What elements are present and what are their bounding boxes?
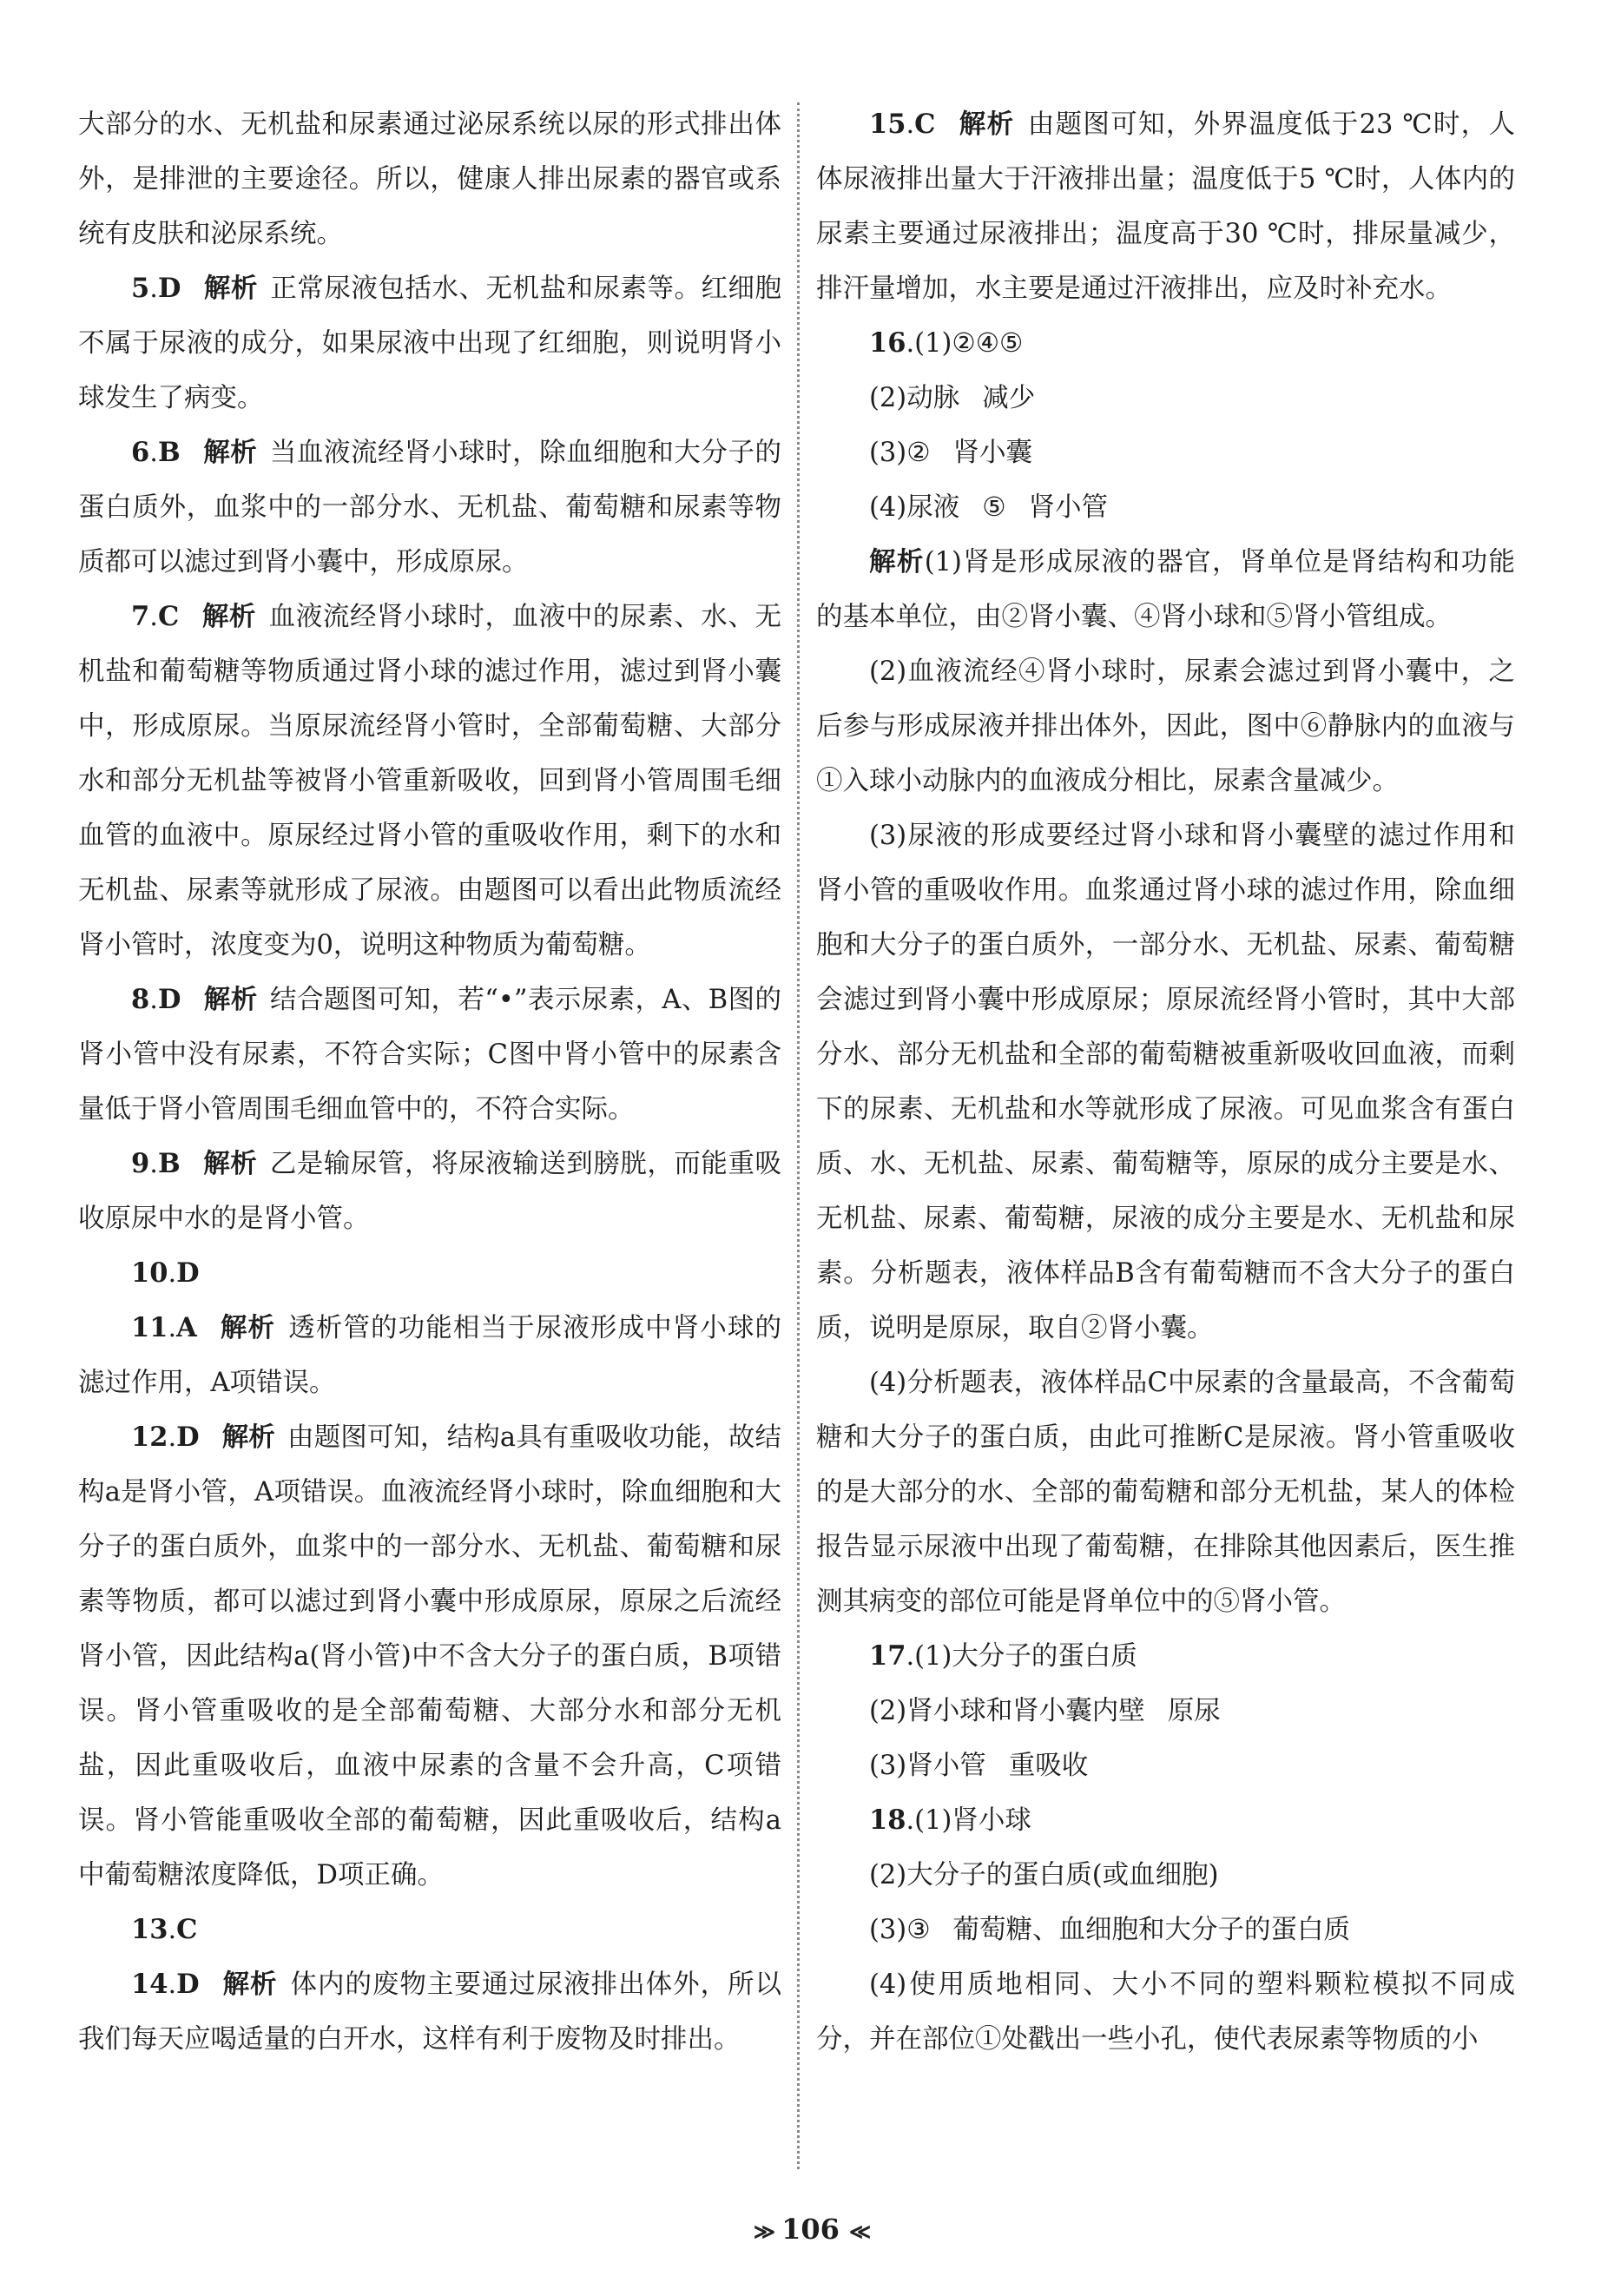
- answer-item: 6.B 解析 当血液流经肾小球时，除血细胞和大分子的蛋白质外，血浆中的一部分水、无机盐、葡萄糖和尿素等物质都可以滤过到肾小囊中，形成原尿。: [78, 437, 782, 577]
- sub-answer-part: 减少: [982, 383, 1036, 413]
- sub-answer: [816, 371, 1515, 426]
- analysis-label: 解析: [203, 984, 258, 1015]
- answer-letter: D: [176, 1422, 200, 1453]
- question-number: 11: [131, 1312, 168, 1343]
- sub-answer: [816, 1684, 1515, 1738]
- sub-answer-part: (3)肾小管: [869, 1751, 986, 1781]
- answer-text: 血液流经肾小球时，血液中的尿素、水、无机盐和葡萄糖等物质通过肾小球的滤过作用，滤过到肾小囊中，形成原尿。当原尿流经肾小管时，全部葡萄糖、大部分水和部分无机盐等被肾小管重新吸收，回到肾小管周围毛细血管的血液中。原尿经过肾小管的重吸收作用，剩下的水和无机盐、尿素等就形成了尿液。由题图可以看出此物质流经肾小管时，浓度变为0，说明这种物质为葡萄糖。: [78, 602, 782, 960]
- sub-answer-part: 原尿: [1167, 1696, 1221, 1726]
- question-number: 9: [131, 1148, 150, 1179]
- explanation-paragraph: (4)分析题表，液体样品C中尿素的含量最高，不含葡萄糖和大分子的蛋白质，由此可推断C是尿液。肾小管重吸收的是大部分的水、全部的葡萄糖和部分无机盐，某人的体检报告显示尿液中出现了葡萄糖，在排除其他因素后，医生推测其病变的部位可能是肾单位中的⑤肾小管。: [816, 1368, 1515, 1617]
- answer-letter: C: [157, 601, 180, 632]
- answer-text: (1)②④⑤: [914, 328, 1024, 359]
- answer-text: 体内的废物主要通过尿液排出体外，所以我们每天应喝适量的白开水，这样有利于废物及时排出。: [78, 1969, 782, 2055]
- sub-answer-part: (2)大分子的蛋白质(或血细胞): [869, 1860, 1219, 1890]
- question-number: 15: [869, 109, 906, 140]
- question-number: 7: [131, 601, 150, 632]
- answer-item: 18.(1)肾小球: [869, 1804, 1031, 1836]
- sub-answer-part: 肾小囊: [952, 438, 1033, 468]
- answer-text: 乙是输尿管，将尿液输送到膀胱，而能重吸收原尿中水的是肾小管。: [78, 1149, 782, 1234]
- paragraph: 大部分的水、无机盐和尿素通过泌尿系统以尿的形式排出体外，是排泄的主要途径。所以，健康人排出尿素的器官或系统有皮肤和泌尿系统。: [78, 109, 781, 249]
- sub-answer-part: 重吸收: [1008, 1751, 1089, 1781]
- question-number: 17: [869, 1640, 906, 1672]
- answer-text: 正常尿液包括水、无机盐和尿素等。红细胞不属于尿液的成分，如果尿液中出现了红细胞，则说明肾小球发生了病变。: [78, 274, 781, 413]
- analysis-label: 解析: [221, 1969, 278, 2000]
- sub-answer-part: ⑤: [982, 492, 1006, 523]
- answer-letter: D: [157, 984, 181, 1015]
- answer-letter: B: [157, 1148, 181, 1179]
- answer-text: (1)大分子的蛋白质: [914, 1641, 1137, 1672]
- analysis-label: 解析: [203, 273, 258, 304]
- question-number: 14: [131, 1969, 168, 2000]
- answer-letter: D: [157, 273, 181, 304]
- answer-text: 透析管的功能相当于尿液形成中肾小球的滤过作用，A项错误。: [78, 1313, 782, 1398]
- answer-item: 8.D 解析 结合题图可知，若“•”表示尿素，A、B图的肾小管中没有尿素，不符合实际；C图中肾小管中的尿素含量低于肾小管周围毛细血管中的，不符合实际。: [78, 984, 781, 1125]
- answer-letter: C: [176, 1914, 198, 1945]
- question-number: 18: [869, 1804, 906, 1836]
- sub-answer: [816, 1848, 1515, 1903]
- answer-text: 当血液流经肾小球时，除血细胞和大分子的蛋白质外，血浆中的一部分水、无机盐、葡萄糖和尿素等物质都可以滤过到肾小囊中，形成原尿。: [78, 438, 782, 577]
- answer-item: 9.B 解析 乙是输尿管，将尿液输送到膀胱，而能重吸收原尿中水的是肾小管。: [78, 1148, 782, 1234]
- explanation-text: (1)肾是形成尿液的器官，肾单位是肾结构和功能的基本单位，由②肾小囊、④肾小球和⑤肾小管组成。: [816, 547, 1516, 632]
- sub-answer-part: 肾小管: [1028, 492, 1109, 523]
- answer-item: 12.D 解析 由题图可知，结构a具有重吸收功能，故结构a是肾小管，A项错误。血液流经肾小球时，除血细胞和大分子的蛋白质外，血浆中的一部分水、无机盐、葡萄糖和尿素等物质，都可以滤过到肾小囊中形成原尿，原尿之后流经肾小管，因此结构a(肾小管)中不含大分子的蛋白质，B项错误。肾小管重吸收的是全部葡萄糖、大部分水和部分无机盐，因此重吸收后，血液中尿素的含量不会升高，C项错误。肾小管能重吸收全部的葡萄糖，因此重吸收后，结构a中葡萄糖浓度降低，D项正确。: [78, 1422, 782, 1890]
- footer-left-marker: ≫: [753, 2219, 772, 2244]
- left-column: [78, 97, 781, 2067]
- explanation: [816, 535, 1515, 644]
- footer-right-marker: ≪: [849, 2219, 868, 2244]
- question-number: 10: [131, 1257, 168, 1289]
- analysis-label: 解析: [958, 109, 1015, 140]
- answer-text: 由题图可知，结构a具有重吸收功能，故结构a是肾小管，A项错误。血液流经肾小球时，除血细胞和大分子的蛋白质外，血浆中的一部分水、无机盐、葡萄糖和尿素等物质，都可以滤过到肾小囊中形成原尿，原尿之后流经肾小管，因此结构a(肾小管)中不含大分子的蛋白质，B项错误。肾小管重吸收的是全部葡萄糖、大部分水和部分无机盐，因此重吸收后，血液中尿素的含量不会升高，C项错误。肾小管能重吸收全部的葡萄糖，因此重吸收后，结构a中葡萄糖浓度降低，D项正确。: [78, 1422, 782, 1890]
- sub-answer-part: (4)尿液: [869, 492, 960, 523]
- analysis-label: 解析: [201, 601, 257, 632]
- analysis-label: 解析: [202, 437, 258, 468]
- sub-answer: [816, 1903, 1515, 1957]
- question-number: 8: [131, 984, 150, 1015]
- answer-letter: C: [914, 109, 936, 140]
- answer-item: 13.C: [131, 1914, 198, 1945]
- question-number: 13: [131, 1914, 168, 1945]
- analysis-label: 解析: [219, 1312, 276, 1343]
- answer-letter: B: [157, 437, 181, 468]
- sub-answer-part: 葡萄糖、血细胞和大分子的蛋白质: [952, 1915, 1351, 1945]
- explanation-paragraph: (2)血液流经④肾小球时，尿素会滤过到肾小囊中，之后参与形成尿液并排出体外，因此，图中⑥静脉内的血液与①入球小动脉内的血液成分相比，尿素含量减少。: [816, 656, 1515, 796]
- answer-item: 11.A 解析 透析管的功能相当于尿液形成中肾小球的滤过作用，A项错误。: [78, 1312, 782, 1398]
- answer-letter: A: [176, 1312, 197, 1343]
- sub-answer-part: (2)肾小球和肾小囊内壁: [869, 1696, 1145, 1726]
- answer-letter: D: [176, 1257, 200, 1289]
- sub-answer: [816, 480, 1515, 535]
- answer-item: 7.C 解析 血液流经肾小球时，血液中的尿素、水、无机盐和葡萄糖等物质通过肾小球的滤过作用，滤过到肾小囊中，形成原尿。当原尿流经肾小管时，全部葡萄糖、大部分水和部分无机盐等被肾小管重新吸收，回到肾小管周围毛细血管的血液中。原尿经过肾小管的重吸收作用，剩下的水和无机盐、尿素等就形成了尿液。由题图可以看出此物质流经肾小管时，浓度变为0，说明这种物质为葡萄糖。: [78, 601, 782, 960]
- question-number: 16: [869, 327, 906, 359]
- sub-answer-part: (3)③: [869, 1915, 931, 1945]
- page-footer: [0, 2213, 1621, 2246]
- answer-item: 16.(1)②④⑤: [869, 327, 1024, 359]
- sub-answer-part: (4)使用质地相同、大小不同的塑料颗粒模拟不同成分，并在部位①处戳出一些小孔，使代表尿素等物质的小: [816, 1969, 1515, 2055]
- sub-answer: [816, 1957, 1515, 2067]
- explanation-paragraph: (3)尿液的形成要经过肾小球和肾小囊壁的滤过作用和肾小管的重吸收作用。血浆通过肾小球的滤过作用，除血细胞和大分子的蛋白质外，一部分水、无机盐、尿素、葡萄糖会滤过到肾小囊中形成原尿；原尿流经肾小管时，其中大部分水、部分无机盐和全部的葡萄糖被重新吸收回血液，而剩下的尿素、无机盐和水等就形成了尿液。可见血浆含有蛋白质、水、无机盐、尿素、葡萄糖等，原尿的成分主要是水、无机盐、尿素、葡萄糖，尿液的成分主要是水、无机盐和尿素。分析题表，液体样品B含有葡萄糖而不含大分子的蛋白质，说明是原尿，取自②肾小囊。: [816, 821, 1515, 1343]
- answer-item: 14.D 解析 体内的废物主要通过尿液排出体外，所以我们每天应喝适量的白开水，这样有利于废物及时排出。: [78, 1969, 782, 2055]
- answer-text: (1)肾小球: [914, 1805, 1031, 1836]
- answer-item: 15.C 解析 由题图可知，外界温度低于23 ℃时，人体尿液排出量大于汗液排出量；温度低于5 ℃时，人体内的尿素主要通过尿液排出；温度高于30 ℃时，排尿量减少，排汗量增加，水主要是通过汗液排出，应及时补充水。: [816, 109, 1516, 304]
- answer-letter: D: [176, 1969, 200, 2000]
- column-divider: [797, 102, 800, 2169]
- answer-item: 5.D 解析 正常尿液包括水、无机盐和尿素等。红细胞不属于尿液的成分，如果尿液中出现了红细胞，则说明肾小球发生了病变。: [78, 273, 781, 413]
- answer-text: 由题图可知，外界温度低于23 ℃时，人体尿液排出量大于汗液排出量；温度低于5 ℃时，人体内的尿素主要通过尿液排出；温度高于30 ℃时，排尿量减少，排汗量增加，水主要是通过汗液排出，应及时补充水。: [816, 109, 1516, 304]
- sub-answer-part: (3)②: [869, 438, 931, 468]
- question-number: 6: [131, 437, 150, 468]
- analysis-label: 解析: [221, 1422, 275, 1453]
- question-number: 5: [131, 273, 150, 304]
- sub-answer: [816, 426, 1515, 480]
- analysis-label: 解析: [869, 546, 925, 577]
- sub-answer-part: (2)动脉: [869, 383, 960, 413]
- answer-item: 10.D: [131, 1257, 200, 1289]
- answer-text: 结合题图可知，若“•”表示尿素，A、B图的肾小管中没有尿素，不符合实际；C图中肾小管中的尿素含量低于肾小管周围毛细血管中的，不符合实际。: [78, 985, 781, 1125]
- page-number: 106: [781, 2213, 840, 2246]
- answer-item: 17.(1)大分子的蛋白质: [869, 1640, 1137, 1672]
- sub-answer: [816, 1738, 1515, 1793]
- analysis-label: 解析: [202, 1148, 258, 1179]
- right-column: [816, 97, 1515, 2067]
- question-number: 12: [131, 1422, 168, 1453]
